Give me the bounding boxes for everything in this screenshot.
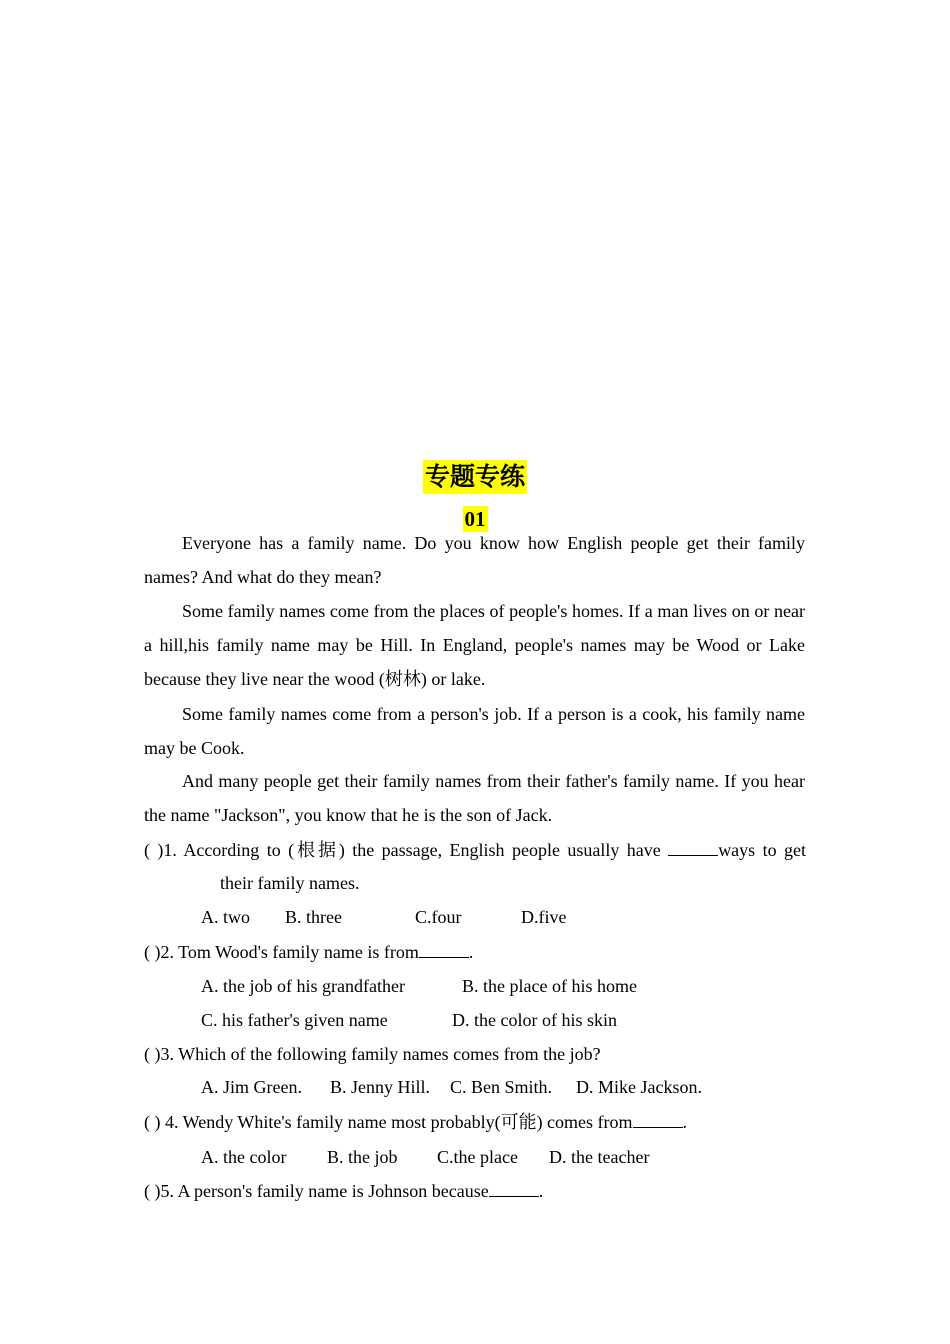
question-5-stem: 5. A person's family name is Johnson because: [160, 1181, 489, 1201]
question-3-option-d[interactable]: D. Mike Jackson.: [576, 1077, 702, 1097]
page-title: 专题专练: [423, 460, 527, 494]
question-4-stem-end: .: [682, 1112, 688, 1132]
question-1-line-2: their family names.: [220, 873, 360, 893]
question-3-option-a[interactable]: A. Jim Green.: [201, 1077, 302, 1097]
question-5-stem-line: [144, 1174, 806, 1208]
question-1-line-1: [144, 833, 806, 867]
question-4-bracket: ( ): [144, 1112, 161, 1132]
question-2-option-c[interactable]: C. his father's given name: [201, 1010, 388, 1030]
question-4-option-c[interactable]: C.the place: [437, 1147, 518, 1167]
question-2-option-b[interactable]: B. the place of his home: [462, 976, 637, 996]
question-1-option-d[interactable]: D.five: [521, 907, 567, 927]
question-1-option-a[interactable]: A. two: [201, 907, 250, 927]
question-5-answer-blank[interactable]: [489, 1196, 539, 1197]
question-1-stem: 1. According to (根据) the passage, English people usually have: [163, 840, 661, 860]
question-4-option-d[interactable]: D. the teacher: [549, 1147, 650, 1167]
passage-paragraph-2: Some family names come from the places of people's homes. If a man lives on or near a hill,his family name may be Hill. In England, people's names may be Wood or Lake because they live near the wood (树林) or lake.: [144, 601, 805, 689]
question-2-stem-line: [144, 935, 806, 969]
question-3-stem-line: [144, 1037, 806, 1071]
question-3-bracket: ( ): [144, 1044, 161, 1064]
question-1-option-c[interactable]: C.four: [415, 907, 462, 927]
passage-paragraph-1: Everyone has a family name. Do you know how English people get their family names? And what do they mean?: [144, 533, 805, 587]
title-row: [0, 460, 950, 494]
question-2-option-a[interactable]: A. the job of his grandfather: [201, 976, 405, 996]
passage-paragraph-3: Some family names come from a person's job. If a person is a cook, his family name may be Cook.: [144, 704, 805, 758]
question-2-bracket: ( ): [144, 942, 161, 962]
question-4-option-b[interactable]: B. the job: [327, 1147, 398, 1167]
question-5-bracket: ( ): [144, 1181, 161, 1201]
question-3-stem: 3. Which of the following family names comes from the job?: [160, 1044, 601, 1064]
question-1-answer-blank[interactable]: [668, 855, 718, 856]
question-2-stem: 2. Tom Wood's family name is from: [160, 942, 419, 962]
question-4-option-a[interactable]: A. the color: [201, 1147, 287, 1167]
passage-paragraph-4: And many people get their family names from their father's family name. If you hear the name "Jackson", you know that he is the son of Jack.: [144, 771, 805, 825]
question-4-stem: 4. Wendy White's family name most probably(可能) comes from: [160, 1112, 633, 1132]
question-3-option-c[interactable]: C. Ben Smith.: [450, 1077, 553, 1097]
question-1-stem-end: ways to get: [718, 840, 806, 860]
question-1-option-b[interactable]: B. three: [285, 907, 342, 927]
question-2-answer-blank[interactable]: [419, 957, 469, 958]
question-1-bracket: ( ): [144, 840, 164, 860]
section-number: 01: [464, 507, 486, 531]
question-2-stem-end: .: [468, 942, 474, 962]
question-2-option-d[interactable]: D. the color of his skin: [452, 1010, 617, 1030]
question-3-option-b[interactable]: B. Jenny Hill.: [330, 1077, 431, 1097]
question-5-stem-end: .: [538, 1181, 544, 1201]
question-4-stem-line: [144, 1105, 806, 1139]
question-4-answer-blank[interactable]: [633, 1127, 683, 1128]
